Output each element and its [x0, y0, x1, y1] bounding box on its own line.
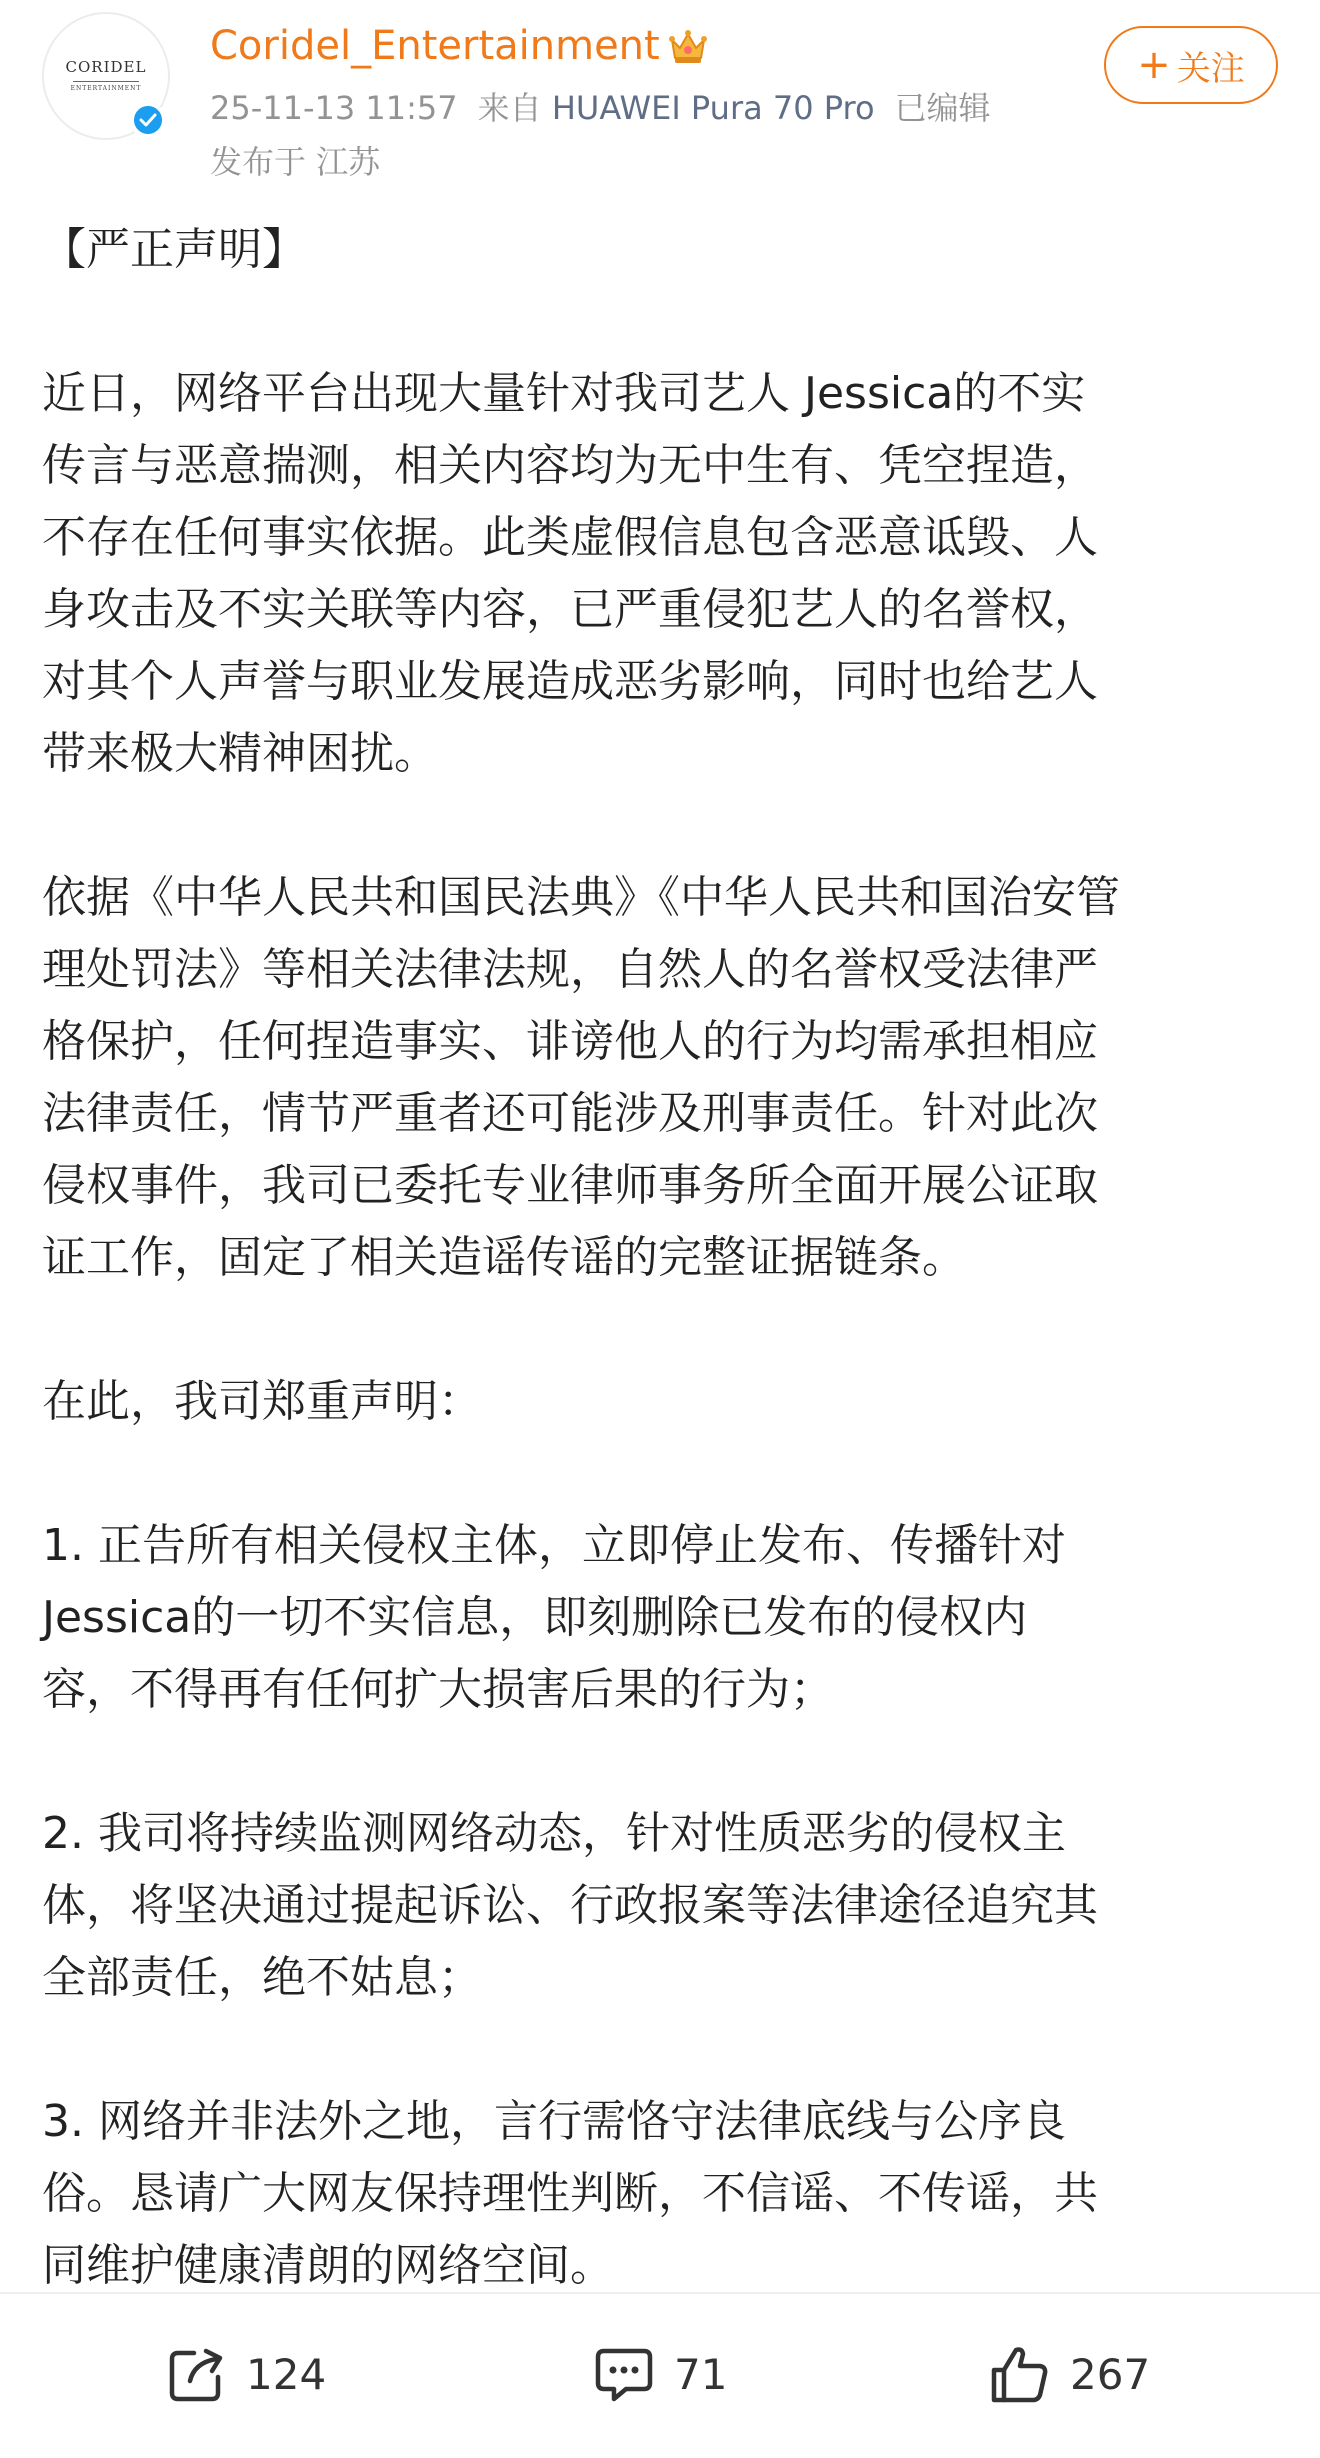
avatar-brand-text: CORIDEL	[65, 58, 147, 76]
like-button[interactable]	[988, 2332, 1150, 2416]
post-text-line: 【严正声明】	[42, 224, 306, 275]
paragraph-gap	[42, 1294, 1282, 1366]
author-name-text: Coridel_Entertainment	[210, 23, 660, 69]
post-text-line: 侵权事件，我司已委托专业律师事务所全面开展公证取	[42, 1160, 1098, 1211]
crown-badge-icon	[666, 24, 710, 68]
paragraph-gap	[42, 1726, 1282, 1798]
post-text-line: 在此，我司郑重声明：	[42, 1376, 482, 1427]
repost-icon	[166, 2343, 228, 2405]
comment-icon	[592, 2343, 656, 2405]
post-text-line: 3. 网络并非法外之地，言行需恪守法律底线与公序良	[42, 2096, 1066, 2147]
paragraph-gap	[42, 2014, 1282, 2086]
post-content	[42, 214, 1282, 2302]
post-text-line: 传言与恶意揣测，相关内容均为无中生有、凭空捏造，	[42, 440, 1098, 491]
author-name[interactable]	[210, 20, 710, 72]
plus-icon: +	[1137, 42, 1171, 88]
post-text-line: 依据《中华人民共和国民法典》《中华人民共和国治安管	[42, 872, 1120, 923]
thumbs-up-icon	[988, 2342, 1052, 2406]
post-text-line: 身攻击及不实关联等内容，已严重侵犯艺人的名誉权，	[42, 584, 1098, 635]
post-text-line: 不存在任何事实依据。此类虚假信息包含恶意诋毁、人	[42, 512, 1098, 563]
post-text-line: 俗。恳请广大网友保持理性判断，不信谣、不传谣，共	[42, 2168, 1098, 2219]
post-timestamp: 25-11-13 11:57	[210, 89, 458, 127]
post-text-line: 法律责任，情节严重者还可能涉及刑事责任。针对此次	[42, 1088, 1098, 1139]
post-text-line: 2. 我司将持续监测网络动态，针对性质恶劣的侵权主	[42, 1808, 1066, 1859]
post-text-line: 格保护，任何捏造事实、诽谤他人的行为均需承担相应	[42, 1016, 1098, 1067]
avatar-divider	[73, 81, 139, 82]
post-text-line: 体，将坚决通过提起诉讼、行政报案等法律途径追究其	[42, 1880, 1098, 1931]
comment-button[interactable]	[592, 2332, 727, 2416]
follow-label: 关注	[1176, 48, 1245, 89]
post-text-line: 带来极大精神困扰。	[42, 728, 438, 779]
repost-button[interactable]	[166, 2332, 326, 2416]
verified-check-icon	[130, 102, 166, 138]
paragraph-gap	[42, 1438, 1282, 1510]
post-text-line: 理处罚法》等相关法律法规，自然人的名誉权受法律严	[42, 944, 1098, 995]
source-device[interactable]: HUAWEI Pura 70 Pro	[551, 89, 875, 127]
post-text-line: Jessica的一切不实信息，即刻删除已发布的侵权内	[42, 1592, 1028, 1643]
comment-count: 71	[674, 2349, 728, 2399]
post-text-line: 对其个人声誉与职业发展造成恶劣影响，同时也给艺人	[42, 656, 1098, 707]
post-text-line: 证工作，固定了相关造谣传谣的完整证据链条。	[42, 1232, 966, 1283]
repost-count: 124	[246, 2349, 327, 2399]
action-bar	[0, 2292, 1320, 2458]
post-text-line: 容，不得再有任何扩大损害后果的行为；	[42, 1664, 834, 1715]
source-prefix: 来自	[477, 89, 542, 127]
like-count: 267	[1070, 2349, 1151, 2399]
follow-button[interactable]	[1104, 26, 1278, 104]
post-location: 发布于 江苏	[210, 143, 381, 181]
post-text-line: 1. 正告所有相关侵权主体，立即停止发布、传播针对	[42, 1520, 1066, 1571]
paragraph-gap	[42, 286, 1282, 358]
post-text-line: 全部责任，绝不姑息；	[42, 1952, 482, 2003]
post-text-line: 同维护健康清朗的网络空间。	[42, 2240, 614, 2291]
paragraph-gap	[42, 790, 1282, 862]
avatar-sub-text: ENTERTAINMENT	[70, 85, 142, 92]
post-meta	[210, 86, 991, 130]
post-header	[0, 0, 1320, 190]
post-text-line: 近日，网络平台出现大量针对我司艺人 Jessica的不实	[42, 368, 1086, 419]
edited-label[interactable]: 已编辑	[894, 89, 991, 127]
